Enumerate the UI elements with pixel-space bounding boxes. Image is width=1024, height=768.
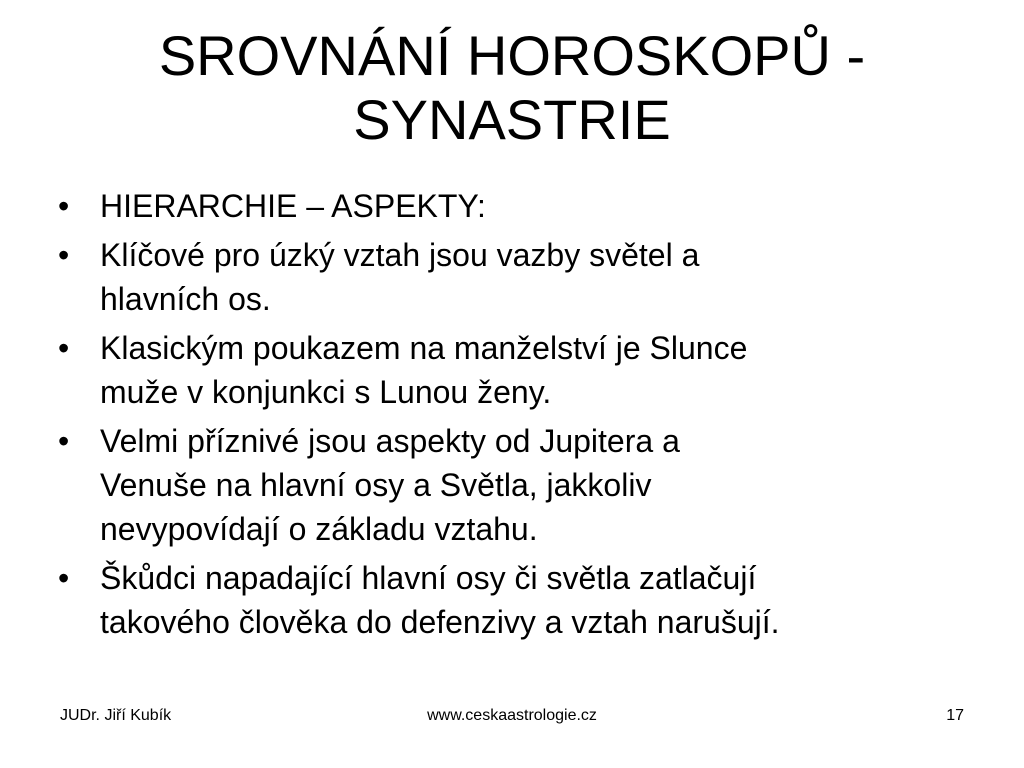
bullet-list: [58, 184, 978, 649]
footer-website: www.ceskaastrologie.cz: [427, 707, 597, 724]
bullet-text-line-1: Klasickým poukazem na manželství je Slunce: [100, 330, 748, 366]
bullet-text-line-1: Škůdci napadající hlavní osy či světla zatlačují: [100, 560, 757, 596]
bullet-text-line-2: muže v konjunkci s Lunou ženy.: [100, 374, 552, 410]
bullet-text-line-2: Venuše na hlavní osy a Světla, jakkoliv: [100, 467, 652, 503]
bullet-item-key-links: [58, 233, 978, 321]
footer-page-number: 17: [946, 707, 964, 724]
bullet-dot-icon: •: [58, 330, 70, 366]
bullet-dot-icon: •: [58, 237, 70, 273]
bullet-dot-icon: •: [58, 423, 70, 459]
bullet-item-favorable-aspects: [58, 419, 978, 551]
bullet-item-marriage: [58, 326, 978, 414]
bullet-text-line-2: takového člověka do defenzivy a vztah narušují.: [100, 604, 780, 640]
bullet-item-hierarchy: [58, 184, 978, 228]
slide-title-line-2: SYNASTRIE: [353, 88, 671, 151]
bullet-dot-icon: •: [58, 188, 70, 224]
bullet-text-line-2: hlavních os.: [100, 281, 271, 317]
footer-author: JUDr. Jiří Kubík: [60, 707, 172, 724]
bullet-text-line-1: Velmi příznivé jsou aspekty od Jupitera a: [100, 423, 680, 459]
slide-title: [60, 24, 964, 152]
slide-title-line-1: SROVNÁNÍ HOROSKOPŮ -: [158, 24, 866, 87]
bullet-text-line-1: Klíčové pro úzký vztah jsou vazby světel a: [100, 237, 700, 273]
bullet-text-line-3: nevypovídají o základu vztahu.: [100, 511, 538, 547]
bullet-dot-icon: •: [58, 560, 70, 596]
bullet-text: HIERARCHIE – ASPEKTY:: [100, 188, 486, 224]
bullet-item-malefics: [58, 556, 978, 644]
